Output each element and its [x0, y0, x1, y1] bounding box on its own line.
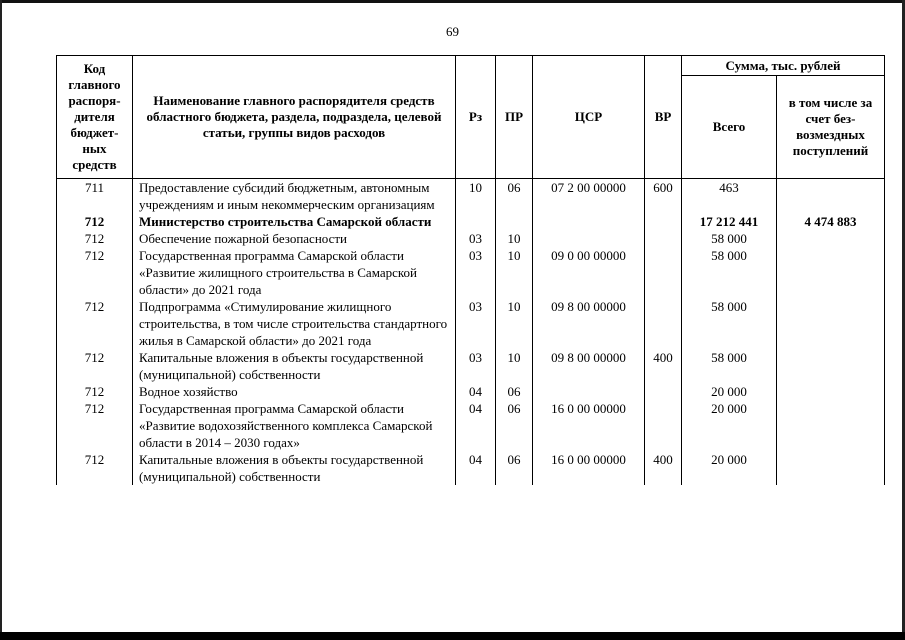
- cell-code: 712: [57, 230, 133, 247]
- header-free: в том числе за счет без-возмездных поступлений: [777, 76, 885, 179]
- cell-code: 712: [57, 298, 133, 349]
- table-row: [57, 349, 885, 383]
- cell-total: 58 000: [682, 247, 777, 298]
- cell-total: 463: [682, 179, 777, 214]
- cell-name: Государственная программа Самарской области «Развитие жилищного строительства в Самарской области» до 2021 года: [133, 247, 456, 298]
- scan-edge-left: [0, 0, 2, 640]
- cell-free: [777, 400, 885, 451]
- cell-free: 4 474 883: [777, 213, 885, 230]
- cell-vr: [645, 230, 682, 247]
- cell-name: Министерство строительства Самарской области: [133, 213, 456, 230]
- cell-csr: 16 0 00 00000: [533, 400, 645, 451]
- cell-total: 17 212 441: [682, 213, 777, 230]
- budget-table: [56, 55, 885, 485]
- header-total: Всего: [682, 76, 777, 179]
- cell-pr: [496, 213, 533, 230]
- cell-vr: [645, 383, 682, 400]
- cell-rz: 03: [456, 230, 496, 247]
- cell-csr: 09 0 00 00000: [533, 247, 645, 298]
- cell-csr: 16 0 00 00000: [533, 451, 645, 485]
- cell-pr: 06: [496, 383, 533, 400]
- table-row: [57, 230, 885, 247]
- header-pr: ПР: [496, 56, 533, 179]
- cell-name: Капитальные вложения в объекты государственной (муниципальной) собственности: [133, 349, 456, 383]
- cell-free: [777, 451, 885, 485]
- cell-rz: 03: [456, 247, 496, 298]
- cell-rz: 03: [456, 298, 496, 349]
- cell-name: Государственная программа Самарской области «Развитие водохозяйственного комплекса Самарской области в 2014 – 2030 годах»: [133, 400, 456, 451]
- cell-vr: [645, 213, 682, 230]
- cell-csr: [533, 230, 645, 247]
- cell-pr: 10: [496, 298, 533, 349]
- cell-code: 712: [57, 213, 133, 230]
- cell-free: [777, 247, 885, 298]
- cell-rz: 04: [456, 400, 496, 451]
- cell-vr: [645, 298, 682, 349]
- cell-name: Капитальные вложения в объекты государственной (муниципальной) собственности: [133, 451, 456, 485]
- cell-name: Водное хозяйство: [133, 383, 456, 400]
- cell-rz: 10: [456, 179, 496, 214]
- header-code: Код главного распоря-дителя бюджет-ных средств: [57, 56, 133, 179]
- cell-free: [777, 230, 885, 247]
- table-row: [57, 298, 885, 349]
- cell-rz: 04: [456, 383, 496, 400]
- header-vr: ВР: [645, 56, 682, 179]
- cell-total: 58 000: [682, 349, 777, 383]
- table-row: [57, 400, 885, 451]
- cell-code: 712: [57, 349, 133, 383]
- cell-total: 20 000: [682, 383, 777, 400]
- table-row: [57, 383, 885, 400]
- cell-name: Подпрограмма «Стимулирование жилищного строительства, в том числе строительства стандартного жилья в Самарской области» до 2021 года: [133, 298, 456, 349]
- table-row: [57, 179, 885, 214]
- cell-name: Предоставление субсидий бюджетным, автономным учреждениям и иным некоммерческим организациям: [133, 179, 456, 214]
- cell-pr: 10: [496, 230, 533, 247]
- table-row: [57, 247, 885, 298]
- cell-vr: 600: [645, 179, 682, 214]
- cell-free: [777, 179, 885, 214]
- cell-code: 711: [57, 179, 133, 214]
- cell-rz: 04: [456, 451, 496, 485]
- cell-vr: 400: [645, 451, 682, 485]
- cell-pr: 06: [496, 179, 533, 214]
- cell-vr: 400: [645, 349, 682, 383]
- cell-total: 58 000: [682, 298, 777, 349]
- header-rz: Рз: [456, 56, 496, 179]
- cell-pr: 06: [496, 451, 533, 485]
- header-sum: Сумма, тыс. рублей: [682, 56, 885, 76]
- cell-total: 58 000: [682, 230, 777, 247]
- scan-edge-top: [0, 0, 905, 3]
- cell-vr: [645, 400, 682, 451]
- cell-rz: [456, 213, 496, 230]
- cell-csr: [533, 383, 645, 400]
- cell-code: 712: [57, 247, 133, 298]
- cell-csr: [533, 213, 645, 230]
- cell-csr: 09 8 00 00000: [533, 349, 645, 383]
- cell-pr: 06: [496, 400, 533, 451]
- header-csr: ЦСР: [533, 56, 645, 179]
- cell-csr: 09 8 00 00000: [533, 298, 645, 349]
- cell-free: [777, 298, 885, 349]
- cell-rz: 03: [456, 349, 496, 383]
- scan-edge-bottom: [0, 632, 905, 640]
- cell-total: 20 000: [682, 451, 777, 485]
- table-row: [57, 213, 885, 230]
- table-row: [57, 451, 885, 485]
- cell-pr: 10: [496, 349, 533, 383]
- page-number: 69: [446, 24, 459, 39]
- cell-vr: [645, 247, 682, 298]
- cell-pr: 10: [496, 247, 533, 298]
- cell-free: [777, 349, 885, 383]
- cell-csr: 07 2 00 00000: [533, 179, 645, 214]
- header-name: Наименование главного распорядителя средств областного бюджета, раздела, подраздела, целевой статьи, группы видов расходов: [133, 56, 456, 179]
- cell-code: 712: [57, 451, 133, 485]
- cell-code: 712: [57, 400, 133, 451]
- cell-total: 20 000: [682, 400, 777, 451]
- cell-code: 712: [57, 383, 133, 400]
- cell-free: [777, 383, 885, 400]
- table-header: [57, 56, 885, 179]
- table-body: [57, 179, 885, 486]
- cell-name: Обеспечение пожарной безопасности: [133, 230, 456, 247]
